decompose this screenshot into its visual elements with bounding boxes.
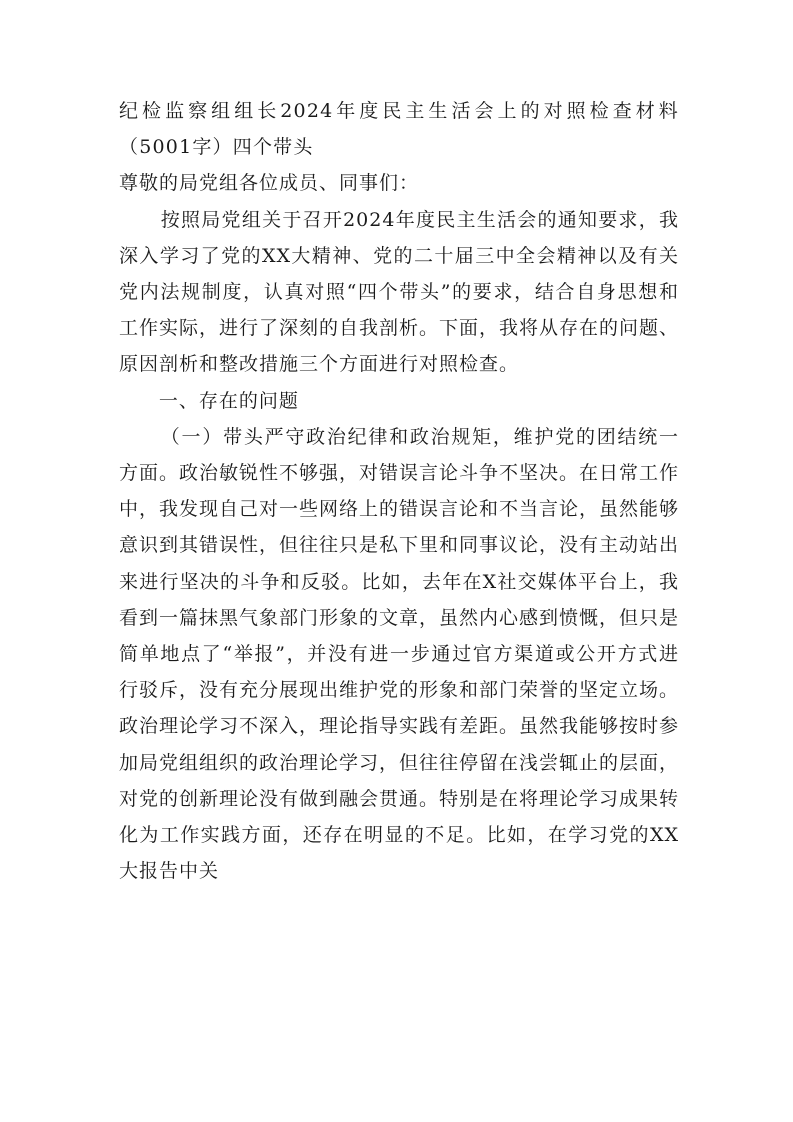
- salutation: 尊敬的局党组各位成员、同事们：: [119, 172, 420, 195]
- document-body: [119, 93, 679, 889]
- section-heading: 一、存在的问题: [158, 389, 299, 412]
- intro-paragraph: 按照局党组关于召开2024年度民主生活会的通知要求，我深入学习了党的XX大精神、党的二十届三中全会精神以及有关党内法规制度，认真对照“四个带头”的要求，结合自身思想和工作实际，进行了深刻的自我剖析。下面，我将从存在的问题、原因剖析和整改措施三个方面进行对照检查。: [119, 208, 680, 376]
- section-paragraph: （一）带头严守政治纪律和政治规矩，维护党的团结统一方面。政治敏锐性不够强，对错误言论斗争不坚决。在日常工作中，我发现自己对一些网络上的错误言论和不当言论，虽然能够意识到其错误性，但往往只是私下里和同事议论，没有主动站出来进行坚决的斗争和反驳。比如，去年在X社交媒体平台上，我看到一篇抹黑气象部门形象的文章，虽然内心感到愤慨，但只是简单地点了“举报”，并没有进一步通过官方渠道或公开方式进行驳斥，没有充分展现出维护党的形象和部门荣誉的坚定立场。政治理论学习不深入，理论指导实践有差距。虽然我能够按时参加局党组组织的政治理论学习，但往往停留在浅尝辄止的层面，对党的创新理论没有做到融会贯通。特别是在将理论学习成果转化为工作实践方面，还存在明显的不足。比如，在学习党的XX大报告中关: [119, 425, 680, 883]
- document-title: 纪检监察组组长2024年度民主生活会上的对照检查材料（5001字）四个带头: [119, 100, 679, 159]
